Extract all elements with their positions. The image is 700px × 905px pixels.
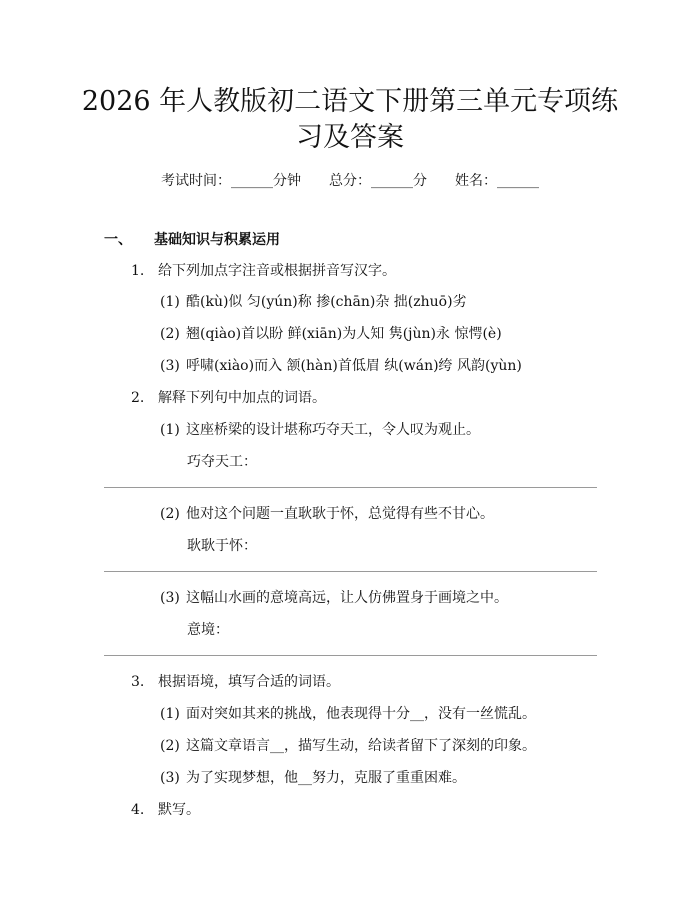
question-number: 1. — [131, 263, 145, 279]
answer-line — [104, 487, 597, 488]
question-1-item-2 — [160, 325, 502, 343]
question-3-item-2 — [160, 737, 536, 755]
question-text: 根据语境，填写合适的词语。 — [158, 674, 340, 690]
document-title-line-2: 习及答案 — [296, 122, 404, 153]
item-number: (1) — [160, 294, 180, 310]
question-4 — [131, 801, 200, 819]
answer-line — [104, 655, 597, 656]
section-heading — [104, 231, 280, 249]
item-text: 他对这个问题一直耿耿于怀，总觉得有些不甘心。 — [186, 506, 494, 522]
item-text: 这座桥梁的设计堪称巧夺天工，令人叹为观止。 — [186, 422, 480, 438]
question-3 — [131, 673, 340, 691]
question-text: 默写。 — [158, 802, 200, 818]
item-text: 面对突如其来的挑战，他表现得十分__，没有一丝慌乱。 — [186, 706, 536, 722]
document-title-line-1: 2026 年人教版初二语文下册第三单元专项练 — [81, 86, 619, 117]
item-number: (3) — [160, 358, 180, 374]
answer-label: 耿耿于怀： — [187, 538, 257, 554]
item-text: 为了实现梦想，他__努力，克服了重重困难。 — [186, 770, 466, 786]
item-text: 酷(kù)似 匀(yún)称 掺(chān)杂 拙(zhuō)劣 — [186, 294, 467, 310]
item-number: (1) — [160, 706, 180, 722]
question-2-item-3 — [160, 589, 508, 607]
item-number: (2) — [160, 326, 180, 342]
item-text: 翘(qiào)首以盼 鲜(xiān)为人知 隽(jùn)永 惊愕(è) — [186, 326, 502, 342]
item-number: (1) — [160, 422, 180, 438]
item-text: 这篇文章语言__，描写生动，给读者留下了深刻的印象。 — [186, 738, 536, 754]
section-title: 基础知识与积累运用 — [154, 232, 280, 248]
total-score-field: 总分：______分 — [329, 173, 427, 189]
item-number: (2) — [160, 738, 180, 754]
question-number: 3. — [131, 674, 145, 690]
name-field: 姓名：______ — [455, 173, 539, 189]
question-2 — [131, 389, 326, 407]
item-number: (3) — [160, 590, 180, 606]
question-text: 给下列加点字注音或根据拼音写汉字。 — [158, 263, 396, 279]
answer-label: 意境： — [187, 622, 229, 638]
item-number: (3) — [160, 770, 180, 786]
question-3-item-3 — [160, 769, 466, 787]
answer-line — [104, 571, 597, 572]
question-1-item-3 — [160, 357, 522, 375]
question-2-item-1 — [160, 421, 480, 439]
question-number: 2. — [131, 390, 145, 406]
question-2-item-2 — [160, 505, 494, 523]
item-number: (2) — [160, 506, 180, 522]
section-number: 一、 — [104, 232, 132, 248]
item-text: 呼啸(xiào)而入 颔(hàn)首低眉 纨(wán)绔 风韵(yùn) — [186, 358, 522, 374]
answer-label: 巧夺天工： — [187, 454, 257, 470]
question-1 — [131, 262, 396, 280]
question-3-item-1 — [160, 705, 536, 723]
exam-time-field: 考试时间：______分钟 — [161, 173, 301, 189]
question-text: 解释下列句中加点的词语。 — [158, 390, 326, 406]
item-text: 这幅山水画的意境高远，让人仿佛置身于画境之中。 — [186, 590, 508, 606]
question-number: 4. — [131, 802, 145, 818]
exam-info — [0, 170, 700, 190]
question-1-item-1 — [160, 293, 467, 311]
